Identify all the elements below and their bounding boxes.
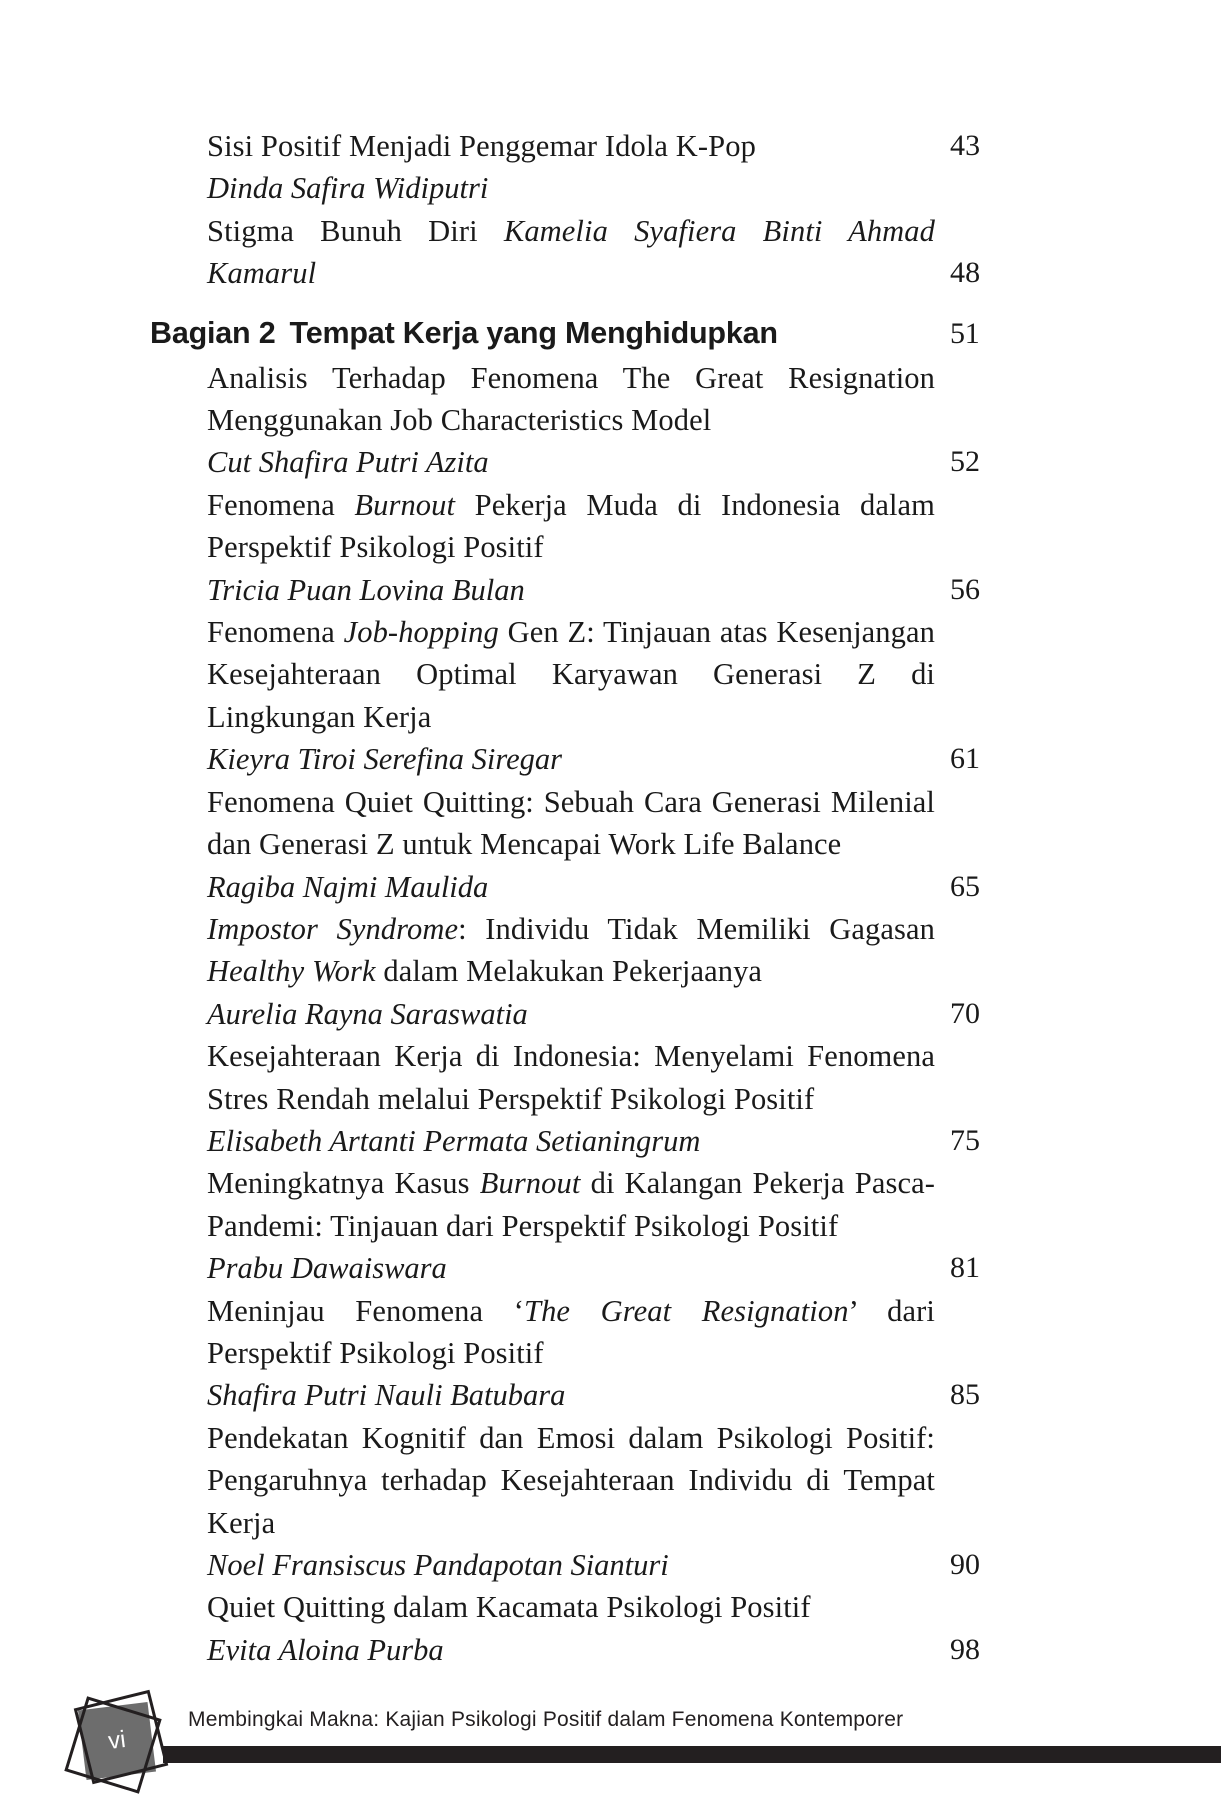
toc-entry-title: Meninjau Fenomena ‘The Great Resignation’ dari Perspektif Psikologi Positif [207, 1293, 935, 1370]
toc-entry-author: Prabu Dawaiswara [207, 1251, 447, 1286]
toc-entry-author-row [207, 167, 1070, 209]
toc-entry-author: Ragiba Najmi Maulida [207, 869, 489, 904]
toc-entry-page-number: 81 [950, 1251, 980, 1285]
toc-entry [150, 210, 1070, 295]
toc-entry [150, 908, 1070, 1035]
toc-entry [150, 484, 1070, 611]
toc-entry-author: Kieyra Tiroi Serefina Siregar [207, 742, 562, 777]
toc-entry-author-row [207, 1374, 1070, 1416]
toc-entry-page-number: 65 [950, 869, 980, 903]
toc-entry-author-row [207, 993, 1070, 1035]
toc-entry-author-row [207, 738, 1070, 780]
toc-entry-title-text: Sisi Positif Menjadi Penggemar Idola K-Pop [207, 129, 756, 163]
toc-entry-title [207, 210, 1070, 295]
footer-rule [163, 1746, 1221, 1763]
toc-entry [150, 781, 1070, 908]
page-number-label: vi [106, 1726, 128, 1755]
toc-entry-author-row [207, 569, 1070, 611]
toc-entry-title: Impostor Syndrome: Individu Tidak Memiliki Gagasan Healthy Work dalam Melakukan Pekerjaanya [207, 911, 935, 989]
toc-entry [150, 611, 1070, 781]
toc-entry-author: Noel Fransiscus Pandapotan Sianturi [207, 1548, 669, 1582]
toc-entry-page-number: 70 [950, 996, 980, 1030]
toc-entry-title: Fenomena Quiet Quitting: Sebuah Cara Generasi Milenial dan Generasi Z untuk Mencapai Work Life Balance [207, 784, 935, 862]
toc-entry-title: Fenomena Burnout Pekerja Muda di Indonesia dalam Perspektif Psikologi Positif [207, 487, 935, 565]
toc-entry-author-row [207, 1544, 1070, 1586]
toc-entry-author: Evita Aloina Purba [207, 1632, 444, 1667]
page-number-badge [66, 1694, 176, 1804]
toc-part-page-number: 51 [950, 316, 980, 350]
toc-entry-author-row [207, 441, 1070, 483]
toc-entry-title: Fenomena Job-hopping Gen Z: Tinjauan atas Kesenjangan Kesejahteraan Optimal Karyawan Generasi Z di Lingkungan Kerja [207, 615, 935, 734]
toc-part-entry-list [150, 357, 1070, 1672]
toc-entry [150, 1586, 1070, 1671]
toc-part-label: Bagian 2 [150, 315, 276, 350]
toc-entry-author: Tricia Puan Lovina Bulan [207, 572, 525, 607]
toc-entry-author: Shafira Putri Nauli Batubara [207, 1378, 566, 1413]
page-footer [0, 1688, 1221, 1808]
toc-entry-author-row [207, 866, 1070, 908]
toc-entry-title: Kesejahteraan Kerja di Indonesia: Menyelami Fenomena Stres Rendah melalui Perspektif Psikologi Positif [207, 1039, 935, 1116]
toc-part-heading [150, 311, 1070, 355]
toc-entry-page-number: 48 [950, 256, 981, 290]
toc-part-title: Tempat Kerja yang Menghidupkan [289, 315, 778, 350]
toc-entry [150, 357, 1070, 484]
toc-entry-title: Quiet Quitting dalam Kacamata Psikologi Positif [207, 1590, 811, 1625]
toc-entry-page-number: 98 [950, 1632, 980, 1666]
toc-entry-author: Cut Shafira Putri Azita [207, 445, 489, 480]
toc-entry-page-number: 90 [950, 1548, 980, 1581]
toc-entry [150, 1290, 1070, 1417]
toc-entry-page-number: 85 [950, 1378, 980, 1412]
toc-entry-title: Analisis Terhadap Fenomena The Great Resignation Menggunakan Job Characteristics Model [207, 360, 935, 438]
toc-entry-title: Meningkatnya Kasus Burnout di Kalangan Pekerja Pasca-Pandemi: Tinjauan dari Perspektif Psikologi Positif [207, 1166, 935, 1243]
toc-entry-page-number: 75 [950, 1123, 980, 1157]
toc-entry [150, 1162, 1070, 1289]
toc-entry-author-row [207, 1629, 1070, 1671]
toc-entry-author: Dinda Safira Widiputri [207, 171, 489, 206]
toc-entry [150, 1035, 1070, 1162]
toc-entry-author-row [207, 1247, 1070, 1289]
toc-entry-page-number: 43 [950, 129, 981, 162]
toc-entry-author: Elisabeth Artanti Permata Setianingrum [207, 1123, 701, 1158]
footer-book-title: Membingkai Makna: Kajian Psikologi Positif dalam Fenomena Kontemporer [188, 1708, 904, 1731]
toc-entry-page-number: 56 [950, 572, 980, 606]
table-of-contents [150, 125, 1070, 1671]
toc-entry-title-text: Stigma Bunuh Diri Kamelia Syafiera Binti Ahmad Kamarul [207, 213, 935, 291]
toc-entry [150, 125, 1070, 210]
toc-entry-title: Pendekatan Kognitif dan Emosi dalam Psikologi Positif: Pengaruhnya terhadap Kesejahteraan Individu di Tempat Kerja [207, 1420, 935, 1540]
toc-entry-author-row [207, 1120, 1070, 1162]
toc-entry [150, 1417, 1070, 1587]
toc-entry-page-number: 52 [950, 445, 980, 479]
toc-entry-title [207, 125, 1070, 167]
toc-entry-author: Aurelia Rayna Saraswatia [207, 996, 528, 1031]
toc-entry-page-number: 61 [950, 742, 980, 776]
